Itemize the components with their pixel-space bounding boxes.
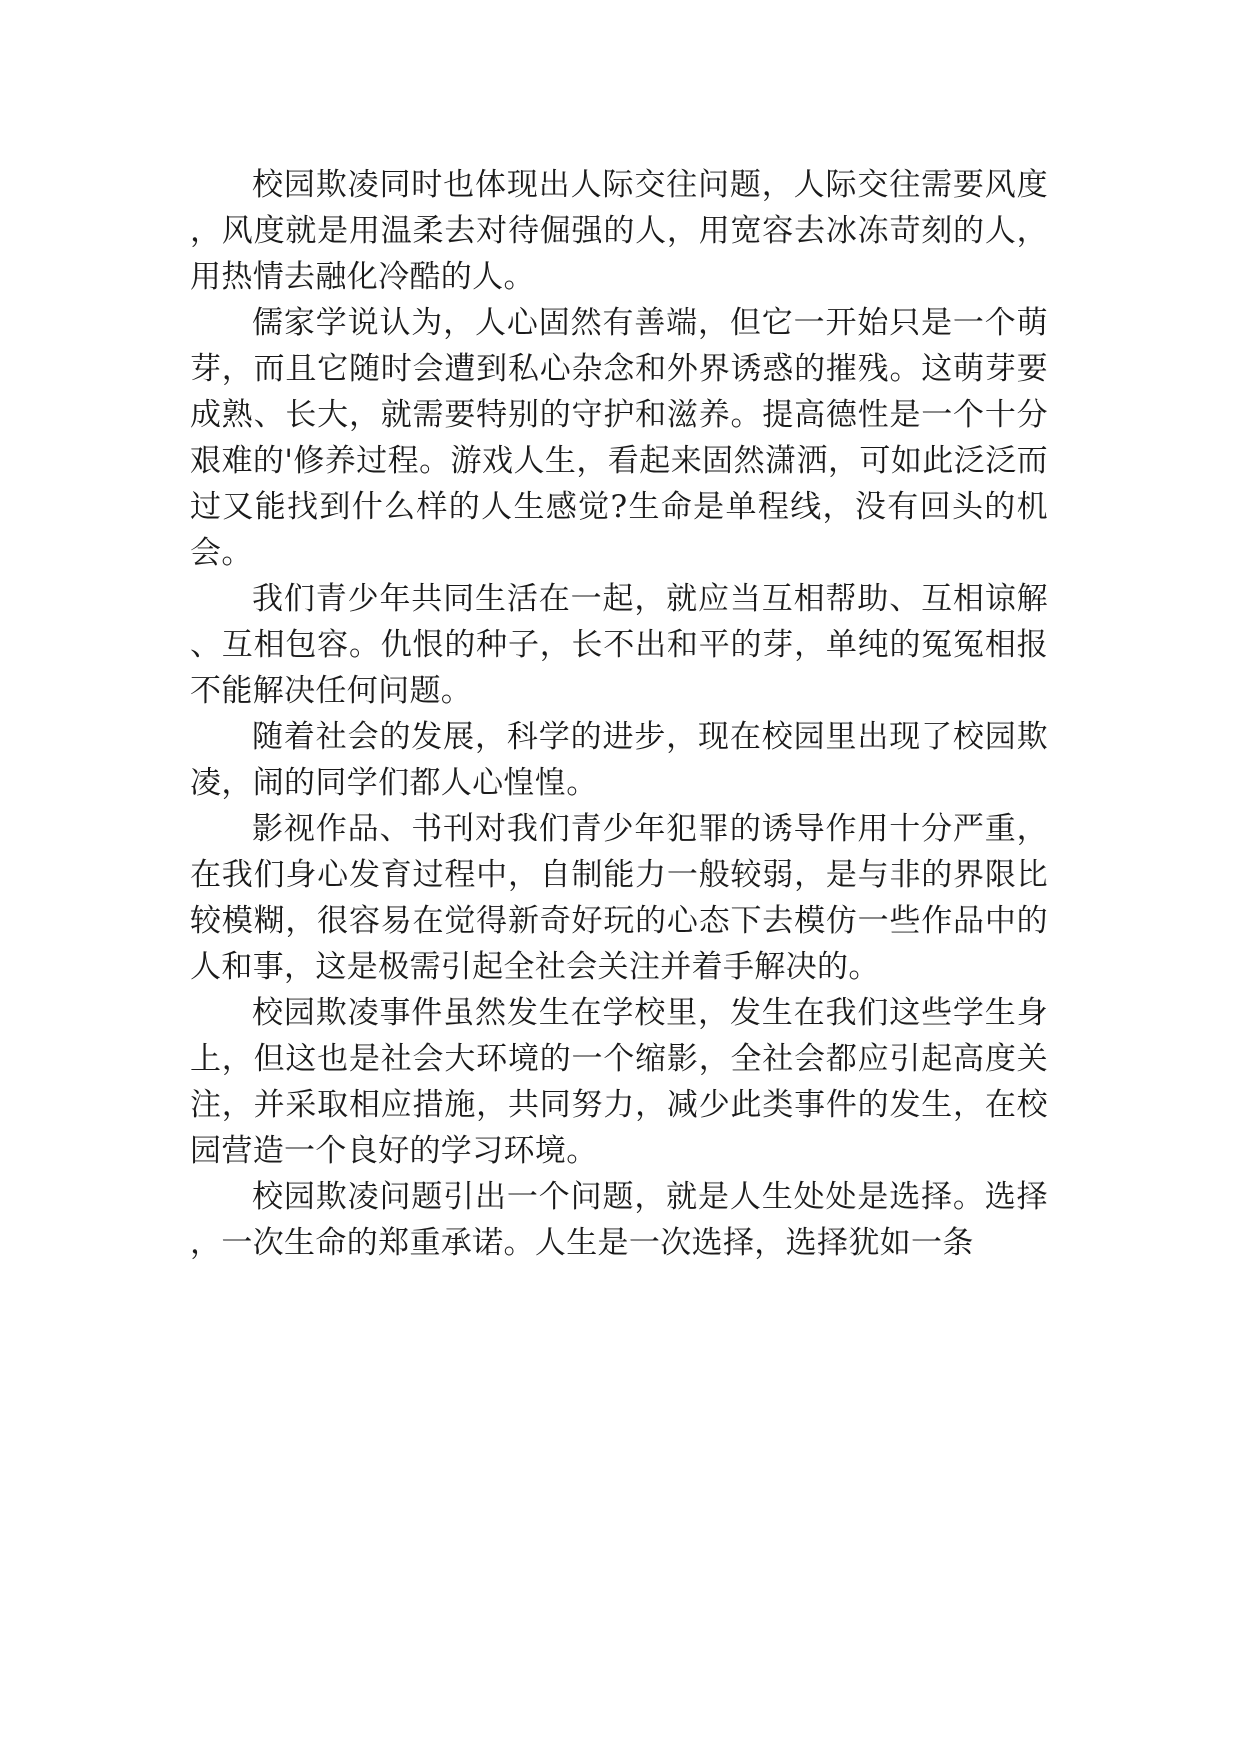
document-body [190, 162, 1048, 1266]
paragraph-7: 校园欺凌问题引出一个问题，就是人生处处是选择。选择，一次生命的郑重承诺。人生是一次选择，选择犹如一条 [190, 1179, 1048, 1261]
paragraph-2: 儒家学说认为，人心固然有善端，但它一开始只是一个萌芽，而且它随时会遭到私心杂念和外界诱惑的摧残。这萌芽要成熟、长大，就需要特别的守护和滋养。提高德性是一个十分艰难的'修养过程。游戏人生，看起来固然潇洒，可如此泛泛而过又能找到什么样的人生感觉?生命是单程线，没有回头的机会。 [190, 305, 1048, 571]
paragraph-4: 随着社会的发展，科学的进步，现在校园里出现了校园欺凌，闹的同学们都人心惶惶。 [190, 719, 1048, 801]
paragraph-1: 校园欺凌同时也体现出人际交往问题，人际交往需要风度，风度就是用温柔去对待倔强的人，用宽容去冰冻苛刻的人，用热情去融化冷酷的人。 [190, 167, 1048, 295]
paragraph-5: 影视作品、书刊对我们青少年犯罪的诱导作用十分严重，在我们身心发育过程中，自制能力一般较弱，是与非的界限比较模糊，很容易在觉得新奇好玩的心态下去模仿一些作品中的人和事，这是极需引起全社会关注并着手解决的。 [190, 811, 1048, 985]
paragraph-3: 我们青少年共同生活在一起，就应当互相帮助、互相谅解、互相包容。仇恨的种子，长不出和平的芽，单纯的冤冤相报不能解决任何问题。 [190, 581, 1048, 709]
paragraph-6: 校园欺凌事件虽然发生在学校里，发生在我们这些学生身上，但这也是社会大环境的一个缩影，全社会都应引起高度关注，并采取相应措施，共同努力，减少此类事件的发生，在校园营造一个良好的学习环境。 [190, 995, 1048, 1169]
